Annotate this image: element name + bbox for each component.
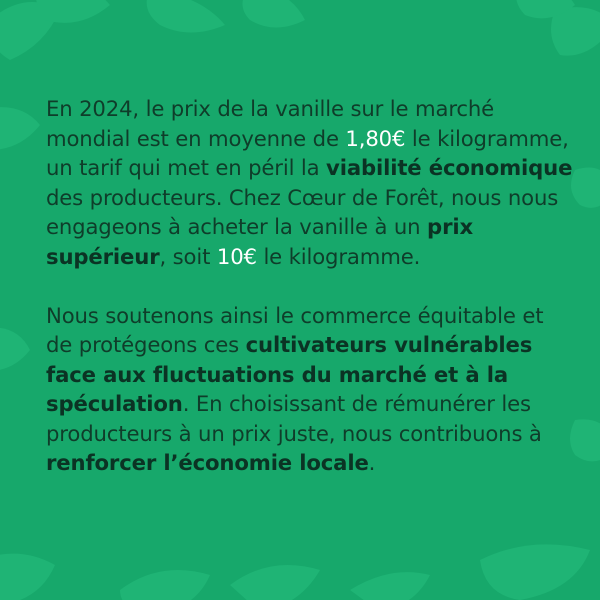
text-segment: En 2024, le prix de la vanille sur le marché mondial est en moyenne de [46, 96, 495, 151]
text-segment: des producteurs. Chez Cœur de Forêt, nous nous engageons à acheter la vanille à un [46, 184, 559, 239]
leaf-shape [147, 0, 225, 33]
price-low-highlight: 1,80€ [345, 125, 406, 151]
paragraph-2 [46, 301, 576, 478]
leaf-shape [230, 565, 320, 600]
price-high-highlight: 10€ [216, 243, 257, 269]
bold-phrase: viabilité économique [326, 155, 573, 180]
paragraph-1 [46, 94, 576, 271]
leaf-shape [36, 0, 110, 23]
leaf-shape [120, 570, 210, 600]
bold-phrase: prix supérieur [46, 214, 473, 269]
bold-phrase: cultivateurs vulnérables face aux fluctuations du marché et à la spéculation [46, 332, 533, 416]
body-text [46, 94, 576, 478]
text-segment: Nous soutenons ainsi le commerce équitable et de protégeons ces [46, 302, 544, 357]
leaf-shape [0, 107, 40, 150]
text-segment: le kilogramme, un tarif qui met en péril la [46, 125, 569, 180]
leaf-shape [0, 554, 55, 600]
leaf-shape [243, 0, 306, 28]
leaf-shape [480, 544, 590, 600]
text-segment: . [368, 450, 376, 475]
text-segment: le kilogramme. [256, 243, 421, 269]
text-segment: . En choisissant de rémunérer les producteurs à un prix juste, nous contribuons à [46, 391, 542, 446]
leaf-shape [0, 328, 30, 371]
leaf-shape [350, 572, 430, 600]
text-segment: , soit [159, 243, 217, 269]
bold-phrase: renforcer l’économie locale [46, 450, 369, 475]
